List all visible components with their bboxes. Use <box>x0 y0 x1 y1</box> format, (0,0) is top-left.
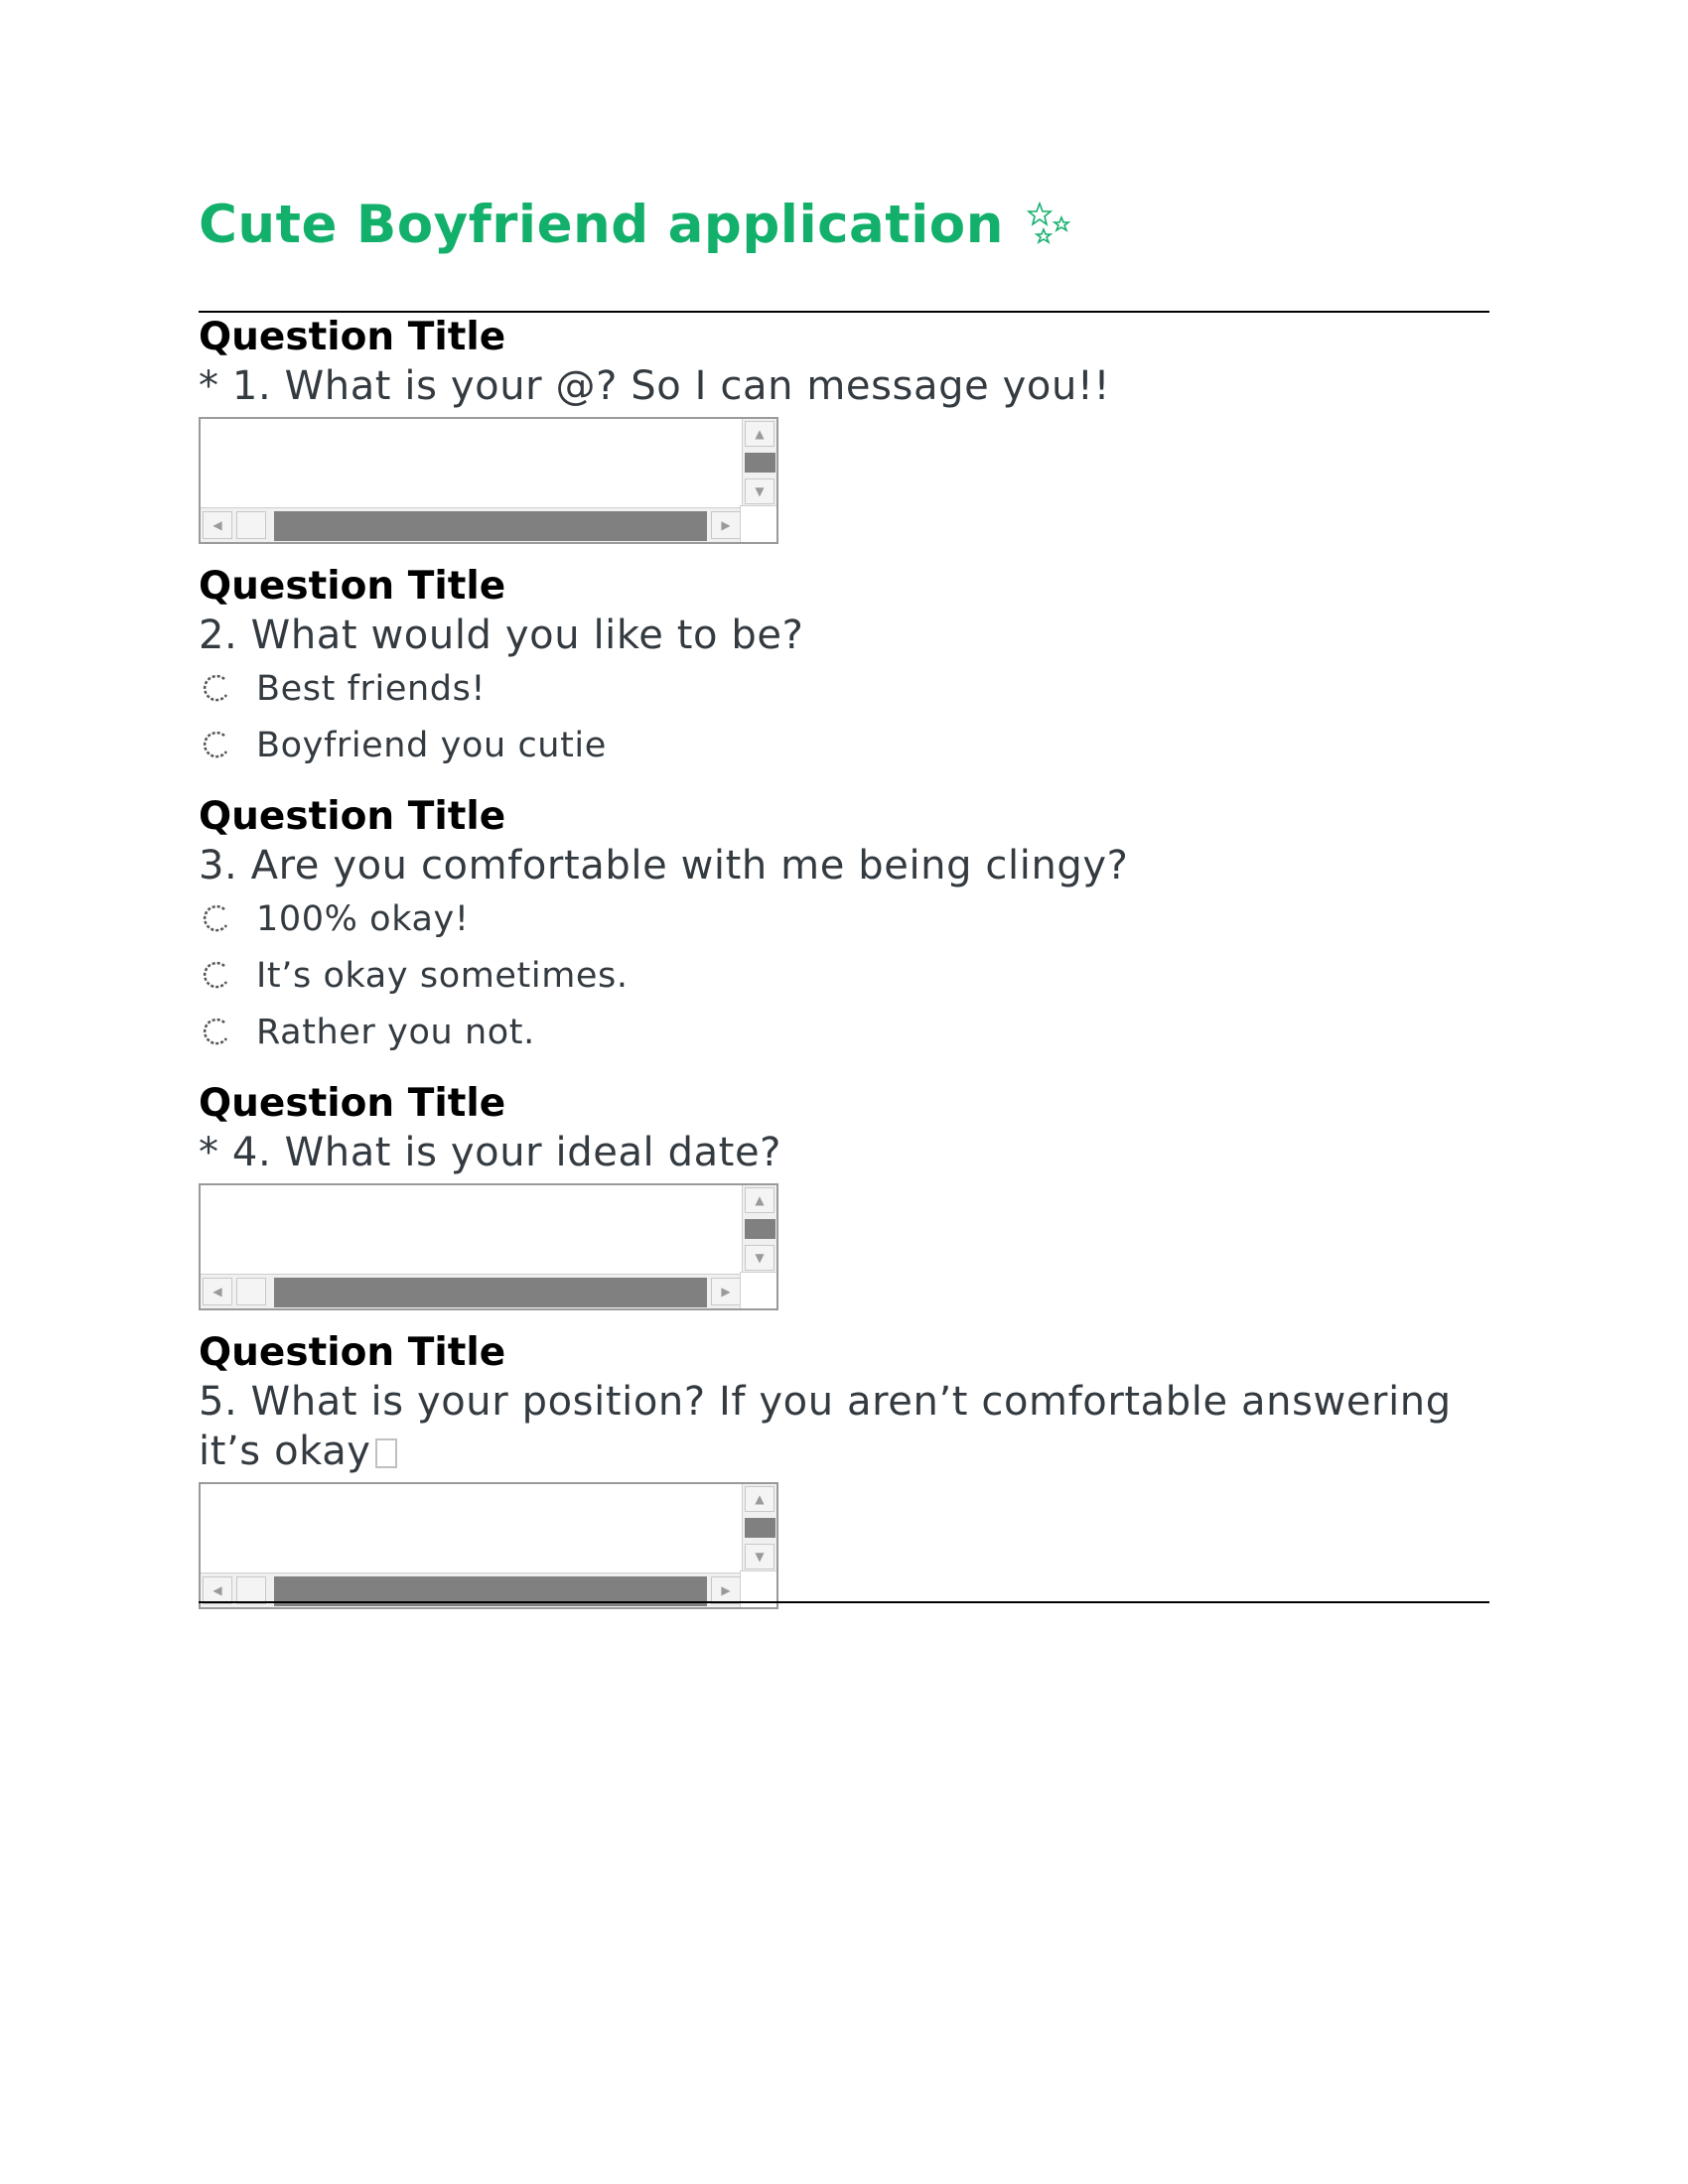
footer-divider <box>199 1601 1489 1603</box>
question-text: 3. Are you comfortable with me being clingy? <box>199 843 1129 888</box>
question-text: * 1. What is your @? So I can message you!! <box>199 363 1111 409</box>
scroll-up-icon[interactable]: ▲ <box>745 1486 774 1512</box>
resize-corner <box>740 1272 776 1308</box>
scroll-left-icon[interactable]: ◀ <box>203 1576 232 1604</box>
question-5 <box>199 1329 1489 1609</box>
scroll-thumb[interactable] <box>274 511 707 541</box>
radio-option[interactable] <box>199 1004 1489 1060</box>
radio-option[interactable] <box>199 947 1489 1004</box>
scroll-down-icon[interactable]: ▼ <box>745 1544 774 1570</box>
radio-button-icon[interactable] <box>201 728 236 763</box>
scroll-up-icon[interactable]: ▲ <box>745 421 774 447</box>
scroll-right-icon[interactable]: ▶ <box>711 1576 741 1604</box>
question-title: Question Title <box>199 315 506 359</box>
question-title: Question Title <box>199 564 506 609</box>
question-title: Question Title <box>199 794 506 839</box>
radio-option[interactable] <box>199 660 1489 717</box>
resize-corner <box>740 505 776 542</box>
answer-textarea-5[interactable] <box>199 1482 778 1609</box>
option-label: 100% okay! <box>256 898 470 939</box>
answer-textarea-1[interactable] <box>199 417 778 544</box>
question-2 <box>199 563 1489 773</box>
horizontal-scrollbar[interactable] <box>201 507 745 542</box>
question-4 <box>199 1080 1489 1310</box>
scroll-left-icon[interactable]: ◀ <box>203 511 232 539</box>
scroll-down-icon[interactable]: ▼ <box>745 478 774 504</box>
question-text: 5. What is your position? If you aren’t comfortable answering <box>199 1379 1452 1425</box>
radio-button-icon[interactable] <box>201 671 236 707</box>
scroll-track-segment[interactable] <box>236 1576 266 1604</box>
question-title: Question Title <box>199 1330 506 1375</box>
scroll-thumb[interactable] <box>745 1219 775 1239</box>
option-label: It’s okay sometimes. <box>256 955 629 996</box>
question-text: * 4. What is your ideal date? <box>199 1130 782 1175</box>
radio-button-icon[interactable] <box>201 1015 236 1050</box>
scroll-down-icon[interactable]: ▼ <box>745 1245 774 1271</box>
form-header <box>199 195 1073 255</box>
scroll-thumb[interactable] <box>745 453 775 473</box>
header-divider <box>199 311 1489 313</box>
radio-option[interactable] <box>199 890 1489 947</box>
scroll-right-icon[interactable]: ▶ <box>711 511 741 539</box>
question-text-line2: it’s okay <box>199 1429 371 1474</box>
vertical-scrollbar[interactable] <box>742 419 776 508</box>
radio-button-icon[interactable] <box>201 901 236 937</box>
question-text-continued <box>199 1427 1489 1476</box>
answer-textarea-4[interactable] <box>199 1183 778 1310</box>
form-title: Cute Boyfriend application <box>199 195 1004 255</box>
scroll-thumb[interactable] <box>274 1278 707 1307</box>
scroll-track-segment[interactable] <box>236 1278 266 1305</box>
question-title: Question Title <box>199 1081 506 1126</box>
option-label: Rather you not. <box>256 1012 535 1052</box>
radio-button-icon[interactable] <box>201 958 236 994</box>
scroll-left-icon[interactable]: ◀ <box>203 1278 232 1305</box>
scroll-track-segment[interactable] <box>236 511 266 539</box>
radio-option[interactable] <box>199 717 1489 773</box>
horizontal-scrollbar[interactable] <box>201 1274 745 1308</box>
option-label: Best friends! <box>256 668 487 709</box>
scroll-right-icon[interactable]: ▶ <box>711 1278 741 1305</box>
question-3 <box>199 793 1489 1060</box>
scroll-thumb[interactable] <box>745 1518 775 1538</box>
missing-glyph-icon <box>375 1438 397 1468</box>
question-1 <box>199 314 1489 544</box>
scroll-up-icon[interactable]: ▲ <box>745 1187 774 1213</box>
vertical-scrollbar[interactable] <box>742 1484 776 1573</box>
vertical-scrollbar[interactable] <box>742 1185 776 1275</box>
question-text: 2. What would you like to be? <box>199 613 804 658</box>
sparkles-icon <box>1026 202 1073 249</box>
option-label: Boyfriend you cutie <box>256 725 607 765</box>
